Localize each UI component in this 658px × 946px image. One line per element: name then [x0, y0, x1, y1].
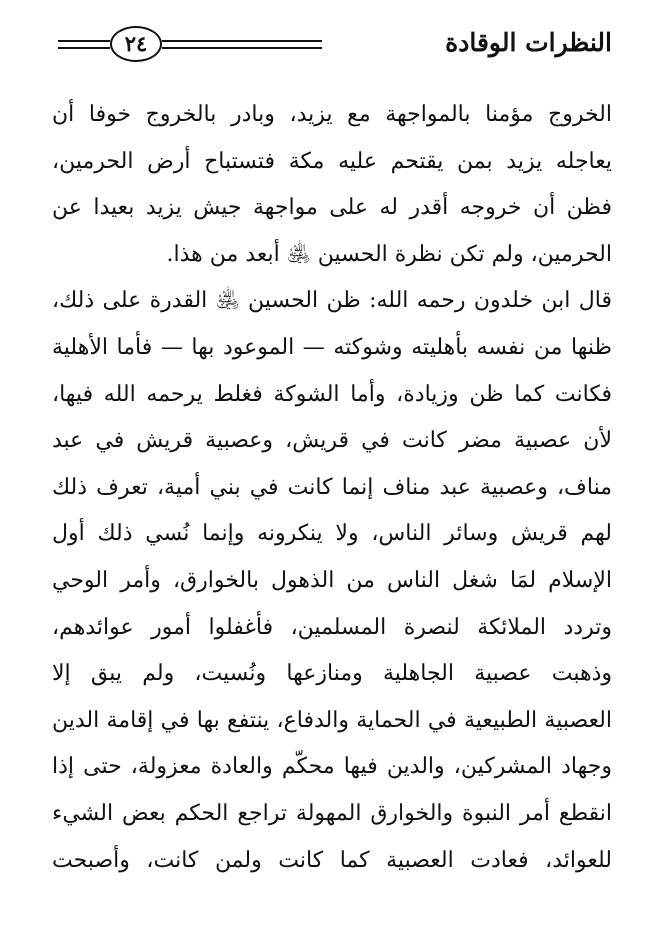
text-line: لهم قريش وسائر الناس، ولا ينكرونه وإنما نُسي ذلك أول [52, 521, 612, 547]
text-line: مناف، وعصبية عبد مناف إنما كانت في بني أمية، تعرف ذلك [52, 474, 612, 500]
body-text [52, 92, 612, 884]
text-line: وذهبت عصبية الجاهلية ومنازعها ونُسيت، ولم يبق إلا [52, 661, 612, 687]
text-line: وتردد الملائكة لنصرة المسلمين، فأغفلوا أمور عوائدهم، [52, 614, 612, 640]
header-double-rule-left [58, 40, 110, 49]
text-line: الخروج مؤمنا بالمواجهة مع يزيد، وبادر بالخروج خوفا أن [52, 102, 612, 127]
text-line: العصبية الطبيعية في الحماية والدفاع، ينتفع بها في إقامة الدين [52, 707, 612, 733]
page-header [46, 22, 612, 66]
text-line: للعوائد، فعادت العصبية كما كانت ولمن كانت، وأصبحت [52, 847, 612, 873]
text-line: الإسلام لمَا شغل الناس من الذهول بالخوارق، وأمر الوحي [52, 567, 612, 593]
text-line: فكانت كما ظن وزيادة، وأما الشوكة فغلط يرحمه الله فيها، [52, 381, 612, 407]
running-title: النظرات الوقادة [445, 28, 612, 57]
text-line: ظنها من نفسه بأهليته وشوكته — الموعود بها — فأما الأهلية [52, 334, 612, 360]
text-line: انقطع أمر النبوة والخوارق المهولة تراجع الحكم بعض الشيء [52, 800, 612, 826]
text-line: يعاجله يزيد بمن يقتحم عليه مكة فتستباح أرض الحرمين، [52, 148, 612, 174]
text-line: الحرمين، ولم تكن نظرة الحسين ﵁ أبعد من هذا. [166, 241, 612, 267]
text-line: قال ابن خلدون رحمه الله: ظن الحسين ﵁ القدرة على ذلك، [52, 288, 612, 314]
header-double-rule-middle [162, 40, 322, 49]
page-number-badge: ٢٤ [110, 26, 162, 62]
text-line: وجهاد المشركين، والدين فيها محكّم والعادة معزولة، حتى إذا [52, 754, 612, 780]
text-line: لأن عصبية مضر كانت في قريش، وعصبية قريش في عبد [52, 428, 612, 454]
text-line: فظن أن خروجه أقدر له على مواجهة جيش يزيد بعيدا عن [52, 195, 612, 221]
